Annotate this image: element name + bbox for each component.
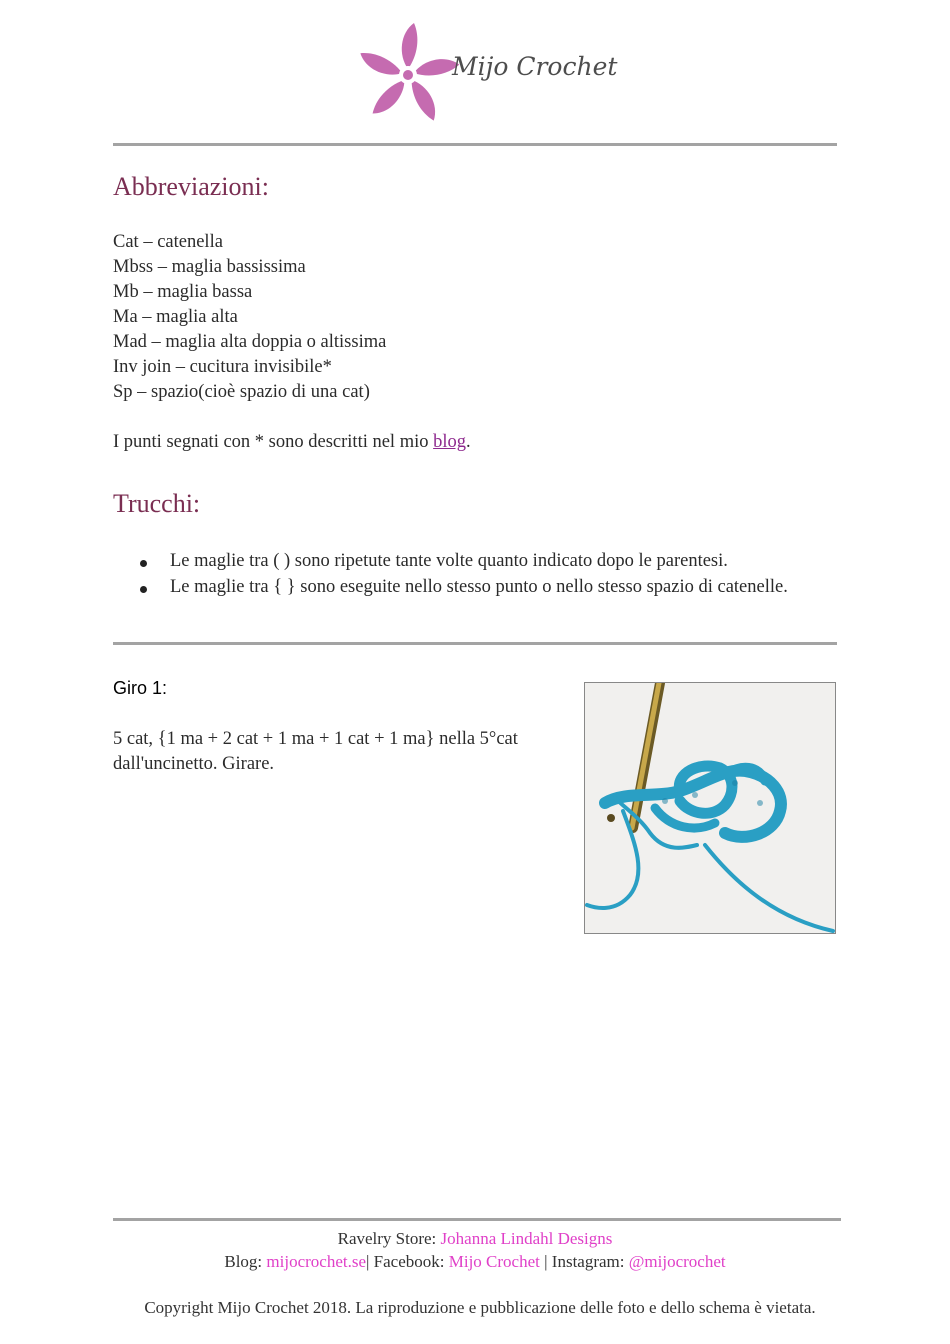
abbreviation-item: Ma – maglia alta [113,307,238,327]
abbreviations-heading: Abbreviazioni: [113,172,269,201]
tip-text: Le maglie tra ( ) sono ripetute tante volte quanto indicato dopo le parentesi. [170,551,728,571]
copyright: Copyright Mijo Crochet 2018. La riproduzione e pubblicazione delle foto e dello schema è vietata. [144,1298,816,1317]
abbreviation-item: Cat – catenella [113,232,223,252]
footer-blog-link[interactable]: mijocrochet.se [266,1252,367,1271]
footer-ravelry [0,1229,950,1249]
bullet-icon [140,586,147,593]
bullet-icon [140,560,147,567]
instagram-label: | Instagram: [539,1252,629,1271]
tips-heading: Trucchi: [113,489,201,518]
abbreviation-item: Sp – spazio(cioè spazio di una cat) [113,382,370,402]
header-divider [113,143,837,146]
ravelry-link[interactable]: Johanna Lindahl Designs [440,1229,613,1248]
abbreviation-item: Inv join – cucitura invisibile* [113,357,332,377]
facebook-label: | Facebook: [366,1252,449,1271]
logo [360,20,618,130]
round-instructions: 5 cat, {1 ma + 2 cat + 1 ma + 1 cat + 1 ma} nella 5°cat dall'uncinetto. Girare. [113,729,518,774]
facebook-link[interactable]: Mijo Crochet [448,1252,540,1271]
round-photo [584,682,836,934]
tip-text: Le maglie tra { } sono eseguite nello stesso punto o nello stesso spazio di catenelle. [170,577,788,597]
blog-note-text: I punti segnati con * sono descritti nel mio [113,432,434,452]
abbreviation-item: Mbss – maglia bassissima [113,257,306,277]
blog-label: Blog: [224,1252,267,1271]
blog-link[interactable]: blog [433,432,466,452]
instagram-link[interactable]: @mijocrochet [628,1252,726,1271]
blog-note-suffix: . [466,432,471,452]
round-title: Giro 1: [113,678,168,698]
ravelry-label: Ravelry Store: [337,1229,441,1248]
section-divider [113,642,837,645]
crochet-photo-illustration [585,683,835,933]
flower-logo-icon [360,20,460,130]
footer-social [0,1252,950,1272]
abbreviation-item: Mb – maglia bassa [113,282,253,302]
abbreviation-item: Mad – maglia alta doppia o altissima [113,332,387,352]
brand-name: Mijo Crochet [452,52,618,81]
blog-note [113,432,471,453]
footer-divider [113,1218,841,1221]
